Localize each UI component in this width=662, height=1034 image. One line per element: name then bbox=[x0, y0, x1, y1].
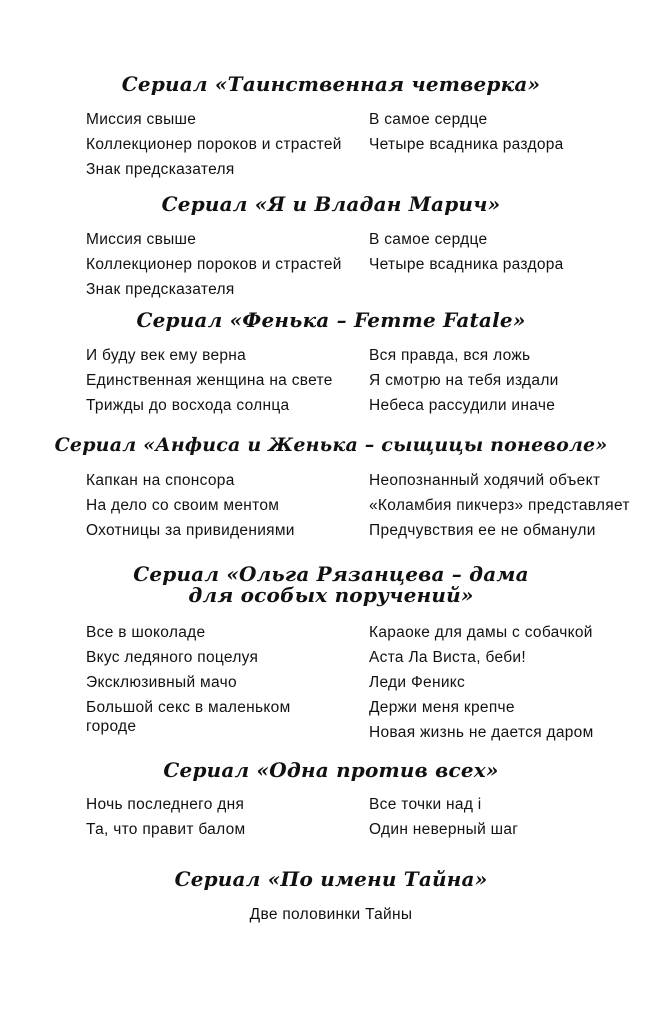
book-title: Я смотрю на тебя издали bbox=[369, 372, 559, 389]
book-title: В самое сердце bbox=[369, 231, 488, 248]
book-title: «Коламбия пикчерз» представляет bbox=[369, 497, 630, 514]
book-title: Небеса рассудили иначе bbox=[369, 397, 556, 414]
book-title: Капкан на спонсора bbox=[86, 472, 235, 489]
book-title: Охотницы за привидениями bbox=[86, 522, 295, 539]
book-title: Один неверный шаг bbox=[369, 821, 519, 838]
series-heading-ya-i-vladan-marich: Сериал «Я и Владан Марич» bbox=[161, 192, 501, 216]
series-heading-fenka-femme-fatale: Сериал «Фенька – Femme Fatale» bbox=[136, 308, 526, 332]
book-title: Миссия свыше bbox=[86, 231, 197, 248]
series-heading-anfisa-i-zhenka: Сериал «Анфиса и Женька – сыщицы поневоле» bbox=[54, 434, 608, 456]
series-right-column bbox=[369, 343, 659, 418]
series-left-column bbox=[86, 227, 356, 302]
series-heading-po-imeni-tayna: Сериал «По имени Тайна» bbox=[174, 867, 488, 891]
book-title: В самое сердце bbox=[369, 111, 488, 128]
book-title: Две половинки Тайны bbox=[249, 906, 413, 923]
book-title: Вкус ледяного поцелуя bbox=[86, 649, 259, 666]
book-title: Трижды до восхода солнца bbox=[86, 397, 290, 414]
book-title: Коллекционер пороков и страстей bbox=[86, 136, 342, 153]
series-left-column bbox=[86, 620, 356, 739]
series-heading-olga-ryazantseva-line1: Сериал «Ольга Рязанцева – дама bbox=[133, 562, 529, 586]
book-title: И буду век ему верна bbox=[86, 347, 247, 364]
series-heading-olga-ryazantseva-line2: для особых поручений» bbox=[188, 583, 474, 607]
book-title: Все точки над i bbox=[369, 796, 482, 813]
book-title: Миссия свыше bbox=[86, 111, 197, 128]
book-title: Коллекционер пороков и страстей bbox=[86, 256, 342, 273]
book-title: Вся правда, вся ложь bbox=[369, 347, 531, 364]
book-title: Новая жизнь не дается даром bbox=[369, 724, 594, 741]
book-title: Ночь последнего дня bbox=[86, 796, 245, 813]
series-right-column bbox=[369, 792, 659, 842]
book-title: Предчувствия ее не обманули bbox=[369, 522, 596, 539]
series-heading-tainstvennaya-chetverka: Сериал «Таинственная четверка» bbox=[121, 72, 541, 96]
series-left-column bbox=[86, 107, 356, 182]
book-title: Держи меня крепче bbox=[369, 699, 515, 716]
series-right-column bbox=[369, 620, 659, 745]
book-title: Четыре всадника раздора bbox=[369, 256, 564, 273]
series-left-column bbox=[86, 468, 356, 543]
book-title: Та, что правит балом bbox=[86, 821, 246, 838]
book-title: Большой секс в маленьком городе bbox=[86, 699, 291, 735]
book-title: Знак предсказателя bbox=[86, 161, 235, 178]
book-title: Неопознанный ходячий объект bbox=[369, 472, 601, 489]
book-title: Караоке для дамы с собачкой bbox=[369, 624, 593, 641]
series-heading-odna-protiv-vseh: Сериал «Одна против всех» bbox=[163, 758, 499, 782]
series-right-column bbox=[369, 107, 659, 157]
series-right-column bbox=[369, 468, 659, 543]
book-title: Знак предсказателя bbox=[86, 281, 235, 298]
book-title: Эксклюзивный мачо bbox=[86, 674, 237, 691]
book-title: На дело со своим ментом bbox=[86, 497, 280, 514]
series-right-column bbox=[369, 227, 659, 277]
book-title: Леди Феникс bbox=[369, 674, 466, 691]
series-left-column bbox=[86, 792, 356, 842]
book-title: Единственная женщина на свете bbox=[86, 372, 333, 389]
book-title: Четыре всадника раздора bbox=[369, 136, 564, 153]
book-title: Аста Ла Виста, беби! bbox=[369, 649, 526, 666]
book-title: Все в шоколаде bbox=[86, 624, 206, 641]
series-left-column bbox=[86, 343, 356, 418]
